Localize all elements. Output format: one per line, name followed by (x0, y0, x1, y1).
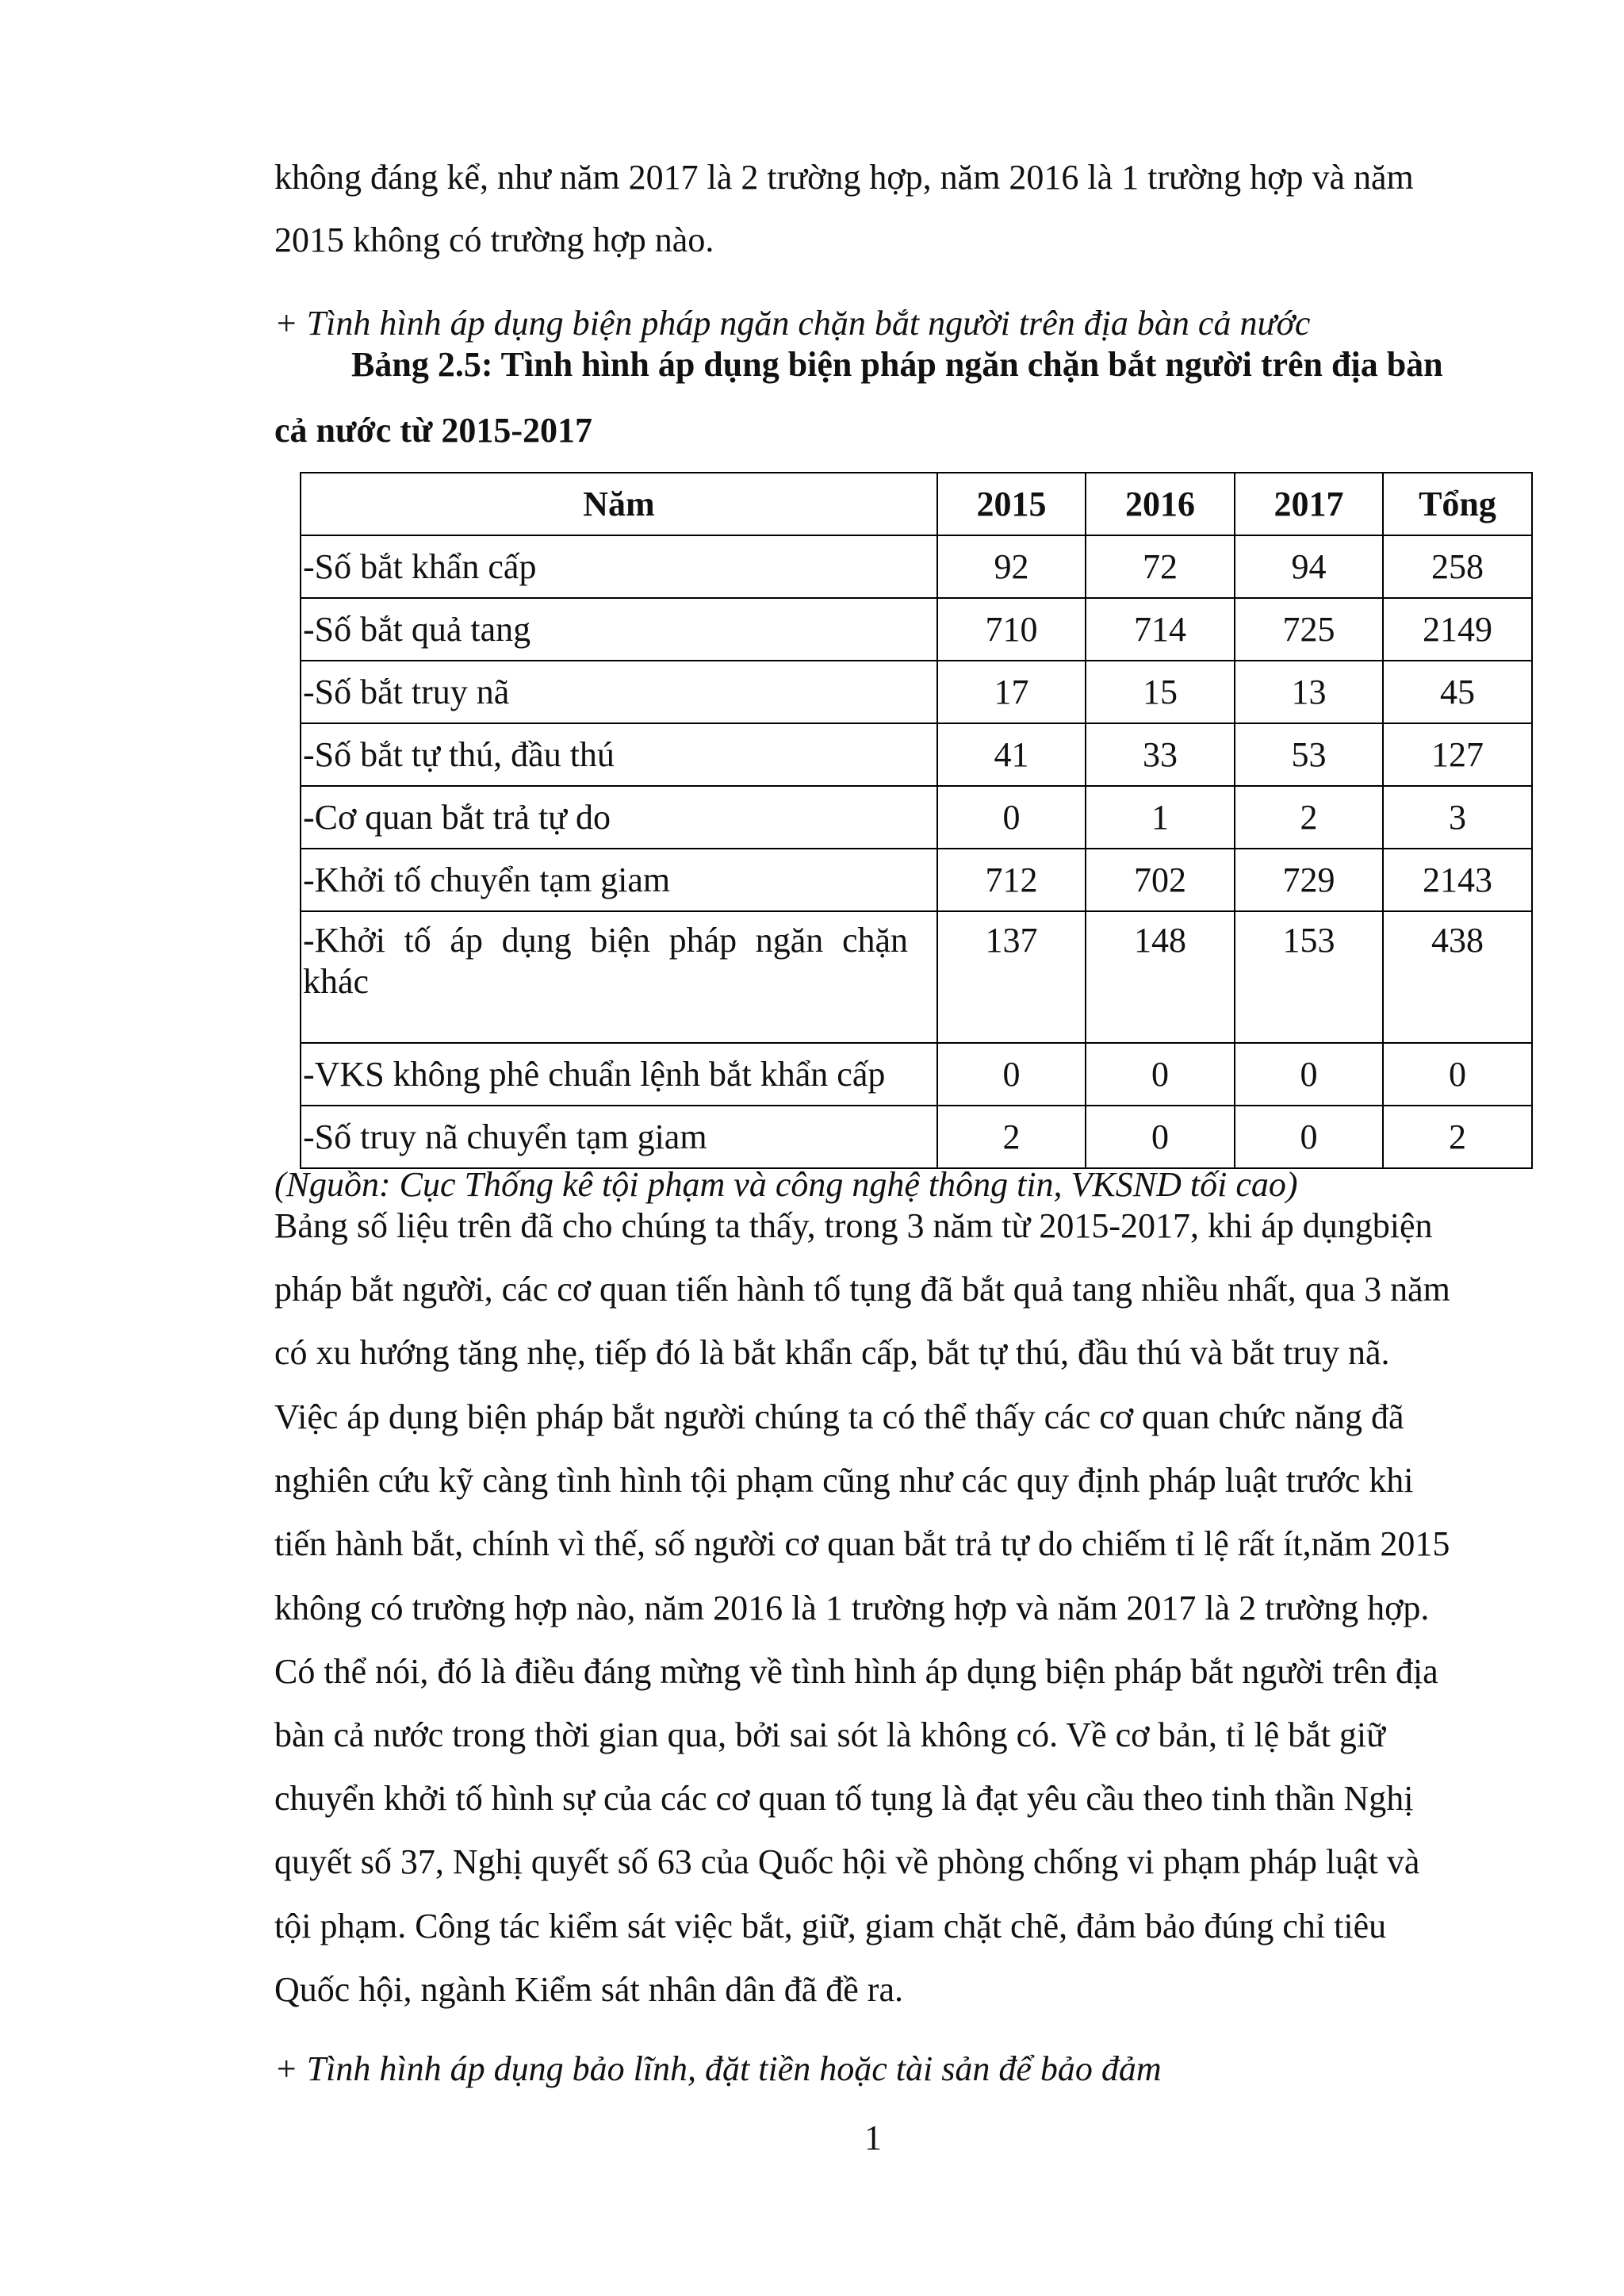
row-label: -Số bắt tự thú, đầu thú (301, 723, 937, 786)
table-row (301, 1106, 1532, 1168)
table-source-note: (Nguồn: Cục Thống kê tội phạm và công nghệ thông tin, VKSND tối cao) (274, 1165, 1298, 1204)
paragraph-line: chuyển khởi tố hình sự của các cơ quan tố tụng là đạt yêu cầu theo tinh thần Nghị (274, 1779, 1414, 1818)
row-label: -Số bắt truy nã (301, 661, 937, 723)
row-label: -Cơ quan bắt trả tự do (301, 786, 937, 849)
table-caption-line-1: Bảng 2.5: Tình hình áp dụng biện pháp ngăn chặn bắt người trên địa bàn (351, 345, 1443, 384)
cell-value: 2 (1235, 786, 1383, 849)
intro-text-line-1: không đáng kể, như năm 2017 là 2 trường hợp, năm 2016 là 1 trường hợp và năm (274, 158, 1414, 197)
row-label: -Số truy nã chuyển tạm giam (301, 1106, 937, 1168)
cell-value: 0 (1383, 1043, 1532, 1106)
cell-value: 725 (1235, 598, 1383, 661)
row-label: -Khởi tố áp dụng biện pháp ngăn chặn khác (301, 911, 937, 1043)
cell-value: 2143 (1383, 849, 1532, 911)
paragraph-line: tội phạm. Công tác kiểm sát việc bắt, giữ, giam chặt chẽ, đảm bảo đúng chỉ tiêu (274, 1907, 1387, 1945)
arrest-statistics-table (300, 472, 1533, 1169)
table-row (301, 1043, 1532, 1106)
cell-value: 729 (1235, 849, 1383, 911)
cell-value: 3 (1383, 786, 1532, 849)
cell-value: 0 (937, 1043, 1086, 1106)
paragraph-line: Có thể nói, đó là điều đáng mừng về tình hình áp dụng biện pháp bắt người trên địa (274, 1652, 1438, 1691)
cell-value: 712 (937, 849, 1086, 911)
intro-text-line-2: 2015 không có trường hợp nào. (274, 220, 714, 259)
header-2016: 2016 (1086, 473, 1235, 535)
cell-value: 72 (1086, 535, 1235, 598)
cell-value: 2149 (1383, 598, 1532, 661)
table-row (301, 786, 1532, 849)
table-header-row (301, 473, 1532, 535)
cell-value: 13 (1235, 661, 1383, 723)
cell-value: 137 (937, 911, 1086, 1043)
header-2017: 2017 (1235, 473, 1383, 535)
cell-value: 17 (937, 661, 1086, 723)
cell-value: 94 (1235, 535, 1383, 598)
cell-value: 0 (1235, 1043, 1383, 1106)
table-row (301, 598, 1532, 661)
header-2015: 2015 (937, 473, 1086, 535)
row-label: -Khởi tố chuyển tạm giam (301, 849, 937, 911)
table-row (301, 849, 1532, 911)
cell-value: 258 (1383, 535, 1532, 598)
cell-value: 0 (937, 786, 1086, 849)
cell-value: 45 (1383, 661, 1532, 723)
paragraph-line: Quốc hội, ngành Kiểm sát nhân dân đã đề ra. (274, 1970, 903, 2009)
paragraph-line: có xu hướng tăng nhẹ, tiếp đó là bắt khẩn cấp, bắt tự thú, đầu thú và bắt truy nã. (274, 1333, 1390, 1372)
section-heading-bail: + Tình hình áp dụng bảo lĩnh, đặt tiền hoặc tài sản để bảo đảm (274, 2049, 1162, 2088)
cell-value: 702 (1086, 849, 1235, 911)
cell-value: 2 (937, 1106, 1086, 1168)
row-label: -Số bắt quả tang (301, 598, 937, 661)
paragraph-line: pháp bắt người, các cơ quan tiến hành tố tụng đã bắt quả tang nhiều nhất, qua 3 năm (274, 1270, 1450, 1309)
paragraph-line: Việc áp dụng biện pháp bắt người chúng ta có thể thấy các cơ quan chức năng đã (274, 1397, 1404, 1436)
table-row (301, 723, 1532, 786)
paragraph-line: quyết số 37, Nghị quyết số 63 của Quốc hội về phòng chống vi phạm pháp luật và (274, 1842, 1420, 1881)
cell-value: 53 (1235, 723, 1383, 786)
table-caption-line-2: cả nước từ 2015-2017 (274, 411, 593, 450)
table-row (301, 661, 1532, 723)
paragraph-line: tiến hành bắt, chính vì thế, số người cơ quan bắt trả tự do chiếm tỉ lệ rất ít,năm 2015 (274, 1524, 1450, 1563)
section-heading-arrests: + Tình hình áp dụng biện pháp ngăn chặn bắt người trên địa bàn cả nước (274, 304, 1311, 343)
cell-value: 41 (937, 723, 1086, 786)
row-label: -Số bắt khẩn cấp (301, 535, 937, 598)
cell-value: 710 (937, 598, 1086, 661)
cell-value: 0 (1086, 1106, 1235, 1168)
table-row (301, 911, 1532, 1043)
paragraph-line: không có trường hợp nào, năm 2016 là 1 trường hợp và năm 2017 là 2 trường hợp. (274, 1589, 1430, 1627)
cell-value: 0 (1086, 1043, 1235, 1106)
cell-value: 438 (1383, 911, 1532, 1043)
table-row (301, 535, 1532, 598)
row-label: -VKS không phê chuẩn lệnh bắt khẩn cấp (301, 1043, 937, 1106)
header-year: Năm (301, 473, 937, 535)
cell-value: 33 (1086, 723, 1235, 786)
page-number: 1 (864, 2118, 882, 2157)
cell-value: 2 (1383, 1106, 1532, 1168)
cell-value: 148 (1086, 911, 1235, 1043)
cell-value: 15 (1086, 661, 1235, 723)
cell-value: 0 (1235, 1106, 1383, 1168)
header-total: Tổng (1383, 473, 1532, 535)
cell-value: 714 (1086, 598, 1235, 661)
cell-value: 1 (1086, 786, 1235, 849)
paragraph-line: nghiên cứu kỹ càng tình hình tội phạm cũng như các quy định pháp luật trước khi (274, 1461, 1414, 1500)
cell-value: 127 (1383, 723, 1532, 786)
cell-value: 153 (1235, 911, 1383, 1043)
paragraph-line: Bảng số liệu trên đã cho chúng ta thấy, trong 3 năm từ 2015-2017, khi áp dụngbiện (274, 1206, 1433, 1245)
paragraph-line: bàn cả nước trong thời gian qua, bởi sai sót là không có. Về cơ bản, tỉ lệ bắt giữ (274, 1715, 1385, 1754)
cell-value: 92 (937, 535, 1086, 598)
